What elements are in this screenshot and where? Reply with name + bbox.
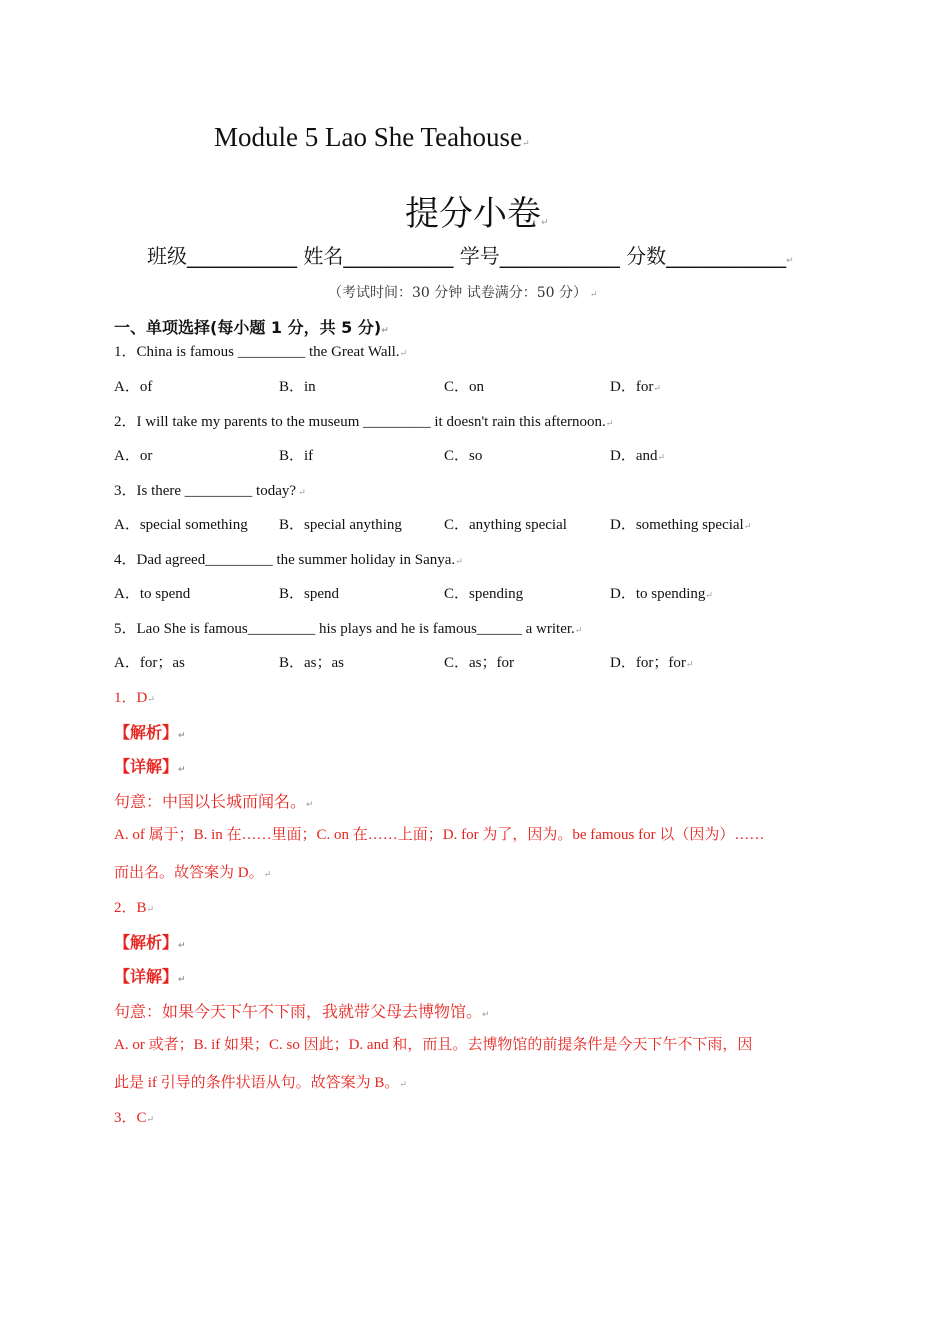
- option-c: C．on: [444, 379, 485, 395]
- explanation-line: 句意：如果今天下午不下雨，我就带父母去博物馆。↵: [114, 1002, 490, 1021]
- student-info-line: 班级___________ 姓名___________ 学号____________ 分数____________↵: [147, 244, 794, 268]
- option-b: B．as；as: [279, 655, 344, 671]
- question-stem: 2．I will take my parents to the museum _________ it doesn't rain this afternoon.↵: [114, 414, 614, 430]
- explanation-line: 此是 if 引导的条件状语从句。故答案为 B。↵: [114, 1075, 407, 1091]
- detail-label: 【详解】↵: [114, 757, 186, 776]
- option-b: B．special anything: [279, 517, 402, 533]
- option-c: C．so: [444, 448, 483, 464]
- explanation-line: A. or 或者；B. if 如果；C. so 因此；D. and 和，而且。去博物馆的前提条件是今天下午不下雨，因: [114, 1037, 753, 1053]
- option-a: A．to spend: [114, 586, 191, 602]
- analysis-label: 【解析】↵: [114, 723, 186, 742]
- answer-number: 3．C↵: [114, 1110, 155, 1126]
- question-stem: 4．Dad agreed_________ the summer holiday in Sanya.↵: [114, 552, 463, 568]
- option-a: A．special something: [114, 517, 248, 533]
- explanation-line: 句意：中国以长城而闻名。↵: [114, 792, 314, 811]
- question-stem: 3．Is there _________ today? ↵: [114, 483, 306, 499]
- option-c: C．anything special: [444, 517, 567, 533]
- question-stem: 5．Lao She is famous_________ his plays and he is famous______ a writer.↵: [114, 621, 583, 637]
- option-d: D．for↵: [610, 379, 661, 395]
- document-title: Module 5 Lao She Teahouse↵: [214, 122, 530, 152]
- explanation-line: A. of 属于；B. in 在……里面；C. on 在……上面；D. for 为了，因为。be famous for 以（因为）……: [114, 827, 765, 843]
- document-subtitle: 提分小卷↵: [405, 194, 549, 234]
- option-d: D．to spending↵: [610, 586, 713, 602]
- analysis-label: 【解析】↵: [114, 933, 186, 952]
- option-b: B．spend: [279, 586, 340, 602]
- section-heading: 一、单项选择(每小题 1 分，共 5 分)↵: [114, 318, 389, 337]
- answer-number: 2．B↵: [114, 900, 155, 916]
- option-c: C．spending: [444, 586, 524, 602]
- option-a: A．for；as: [114, 655, 185, 671]
- option-b: B．in: [279, 379, 316, 395]
- option-b: B．if: [279, 448, 314, 464]
- detail-label: 【详解】↵: [114, 967, 186, 986]
- option-a: A．or: [114, 448, 153, 464]
- option-c: C．as；for: [444, 655, 514, 671]
- option-d: D．for；for↵: [610, 655, 694, 671]
- answer-number: 1．D↵: [114, 690, 155, 706]
- question-stem: 1．China is famous _________ the Great Wall.↵: [114, 344, 408, 360]
- explanation-line: 而出名。故答案为 D。↵: [114, 865, 272, 881]
- exam-time-line: （考试时间：30 分钟 试卷满分：50 分） ↵: [328, 285, 598, 301]
- option-d: D．something special↵: [610, 517, 752, 533]
- option-a: A．of: [114, 379, 153, 395]
- option-d: D．and↵: [610, 448, 666, 464]
